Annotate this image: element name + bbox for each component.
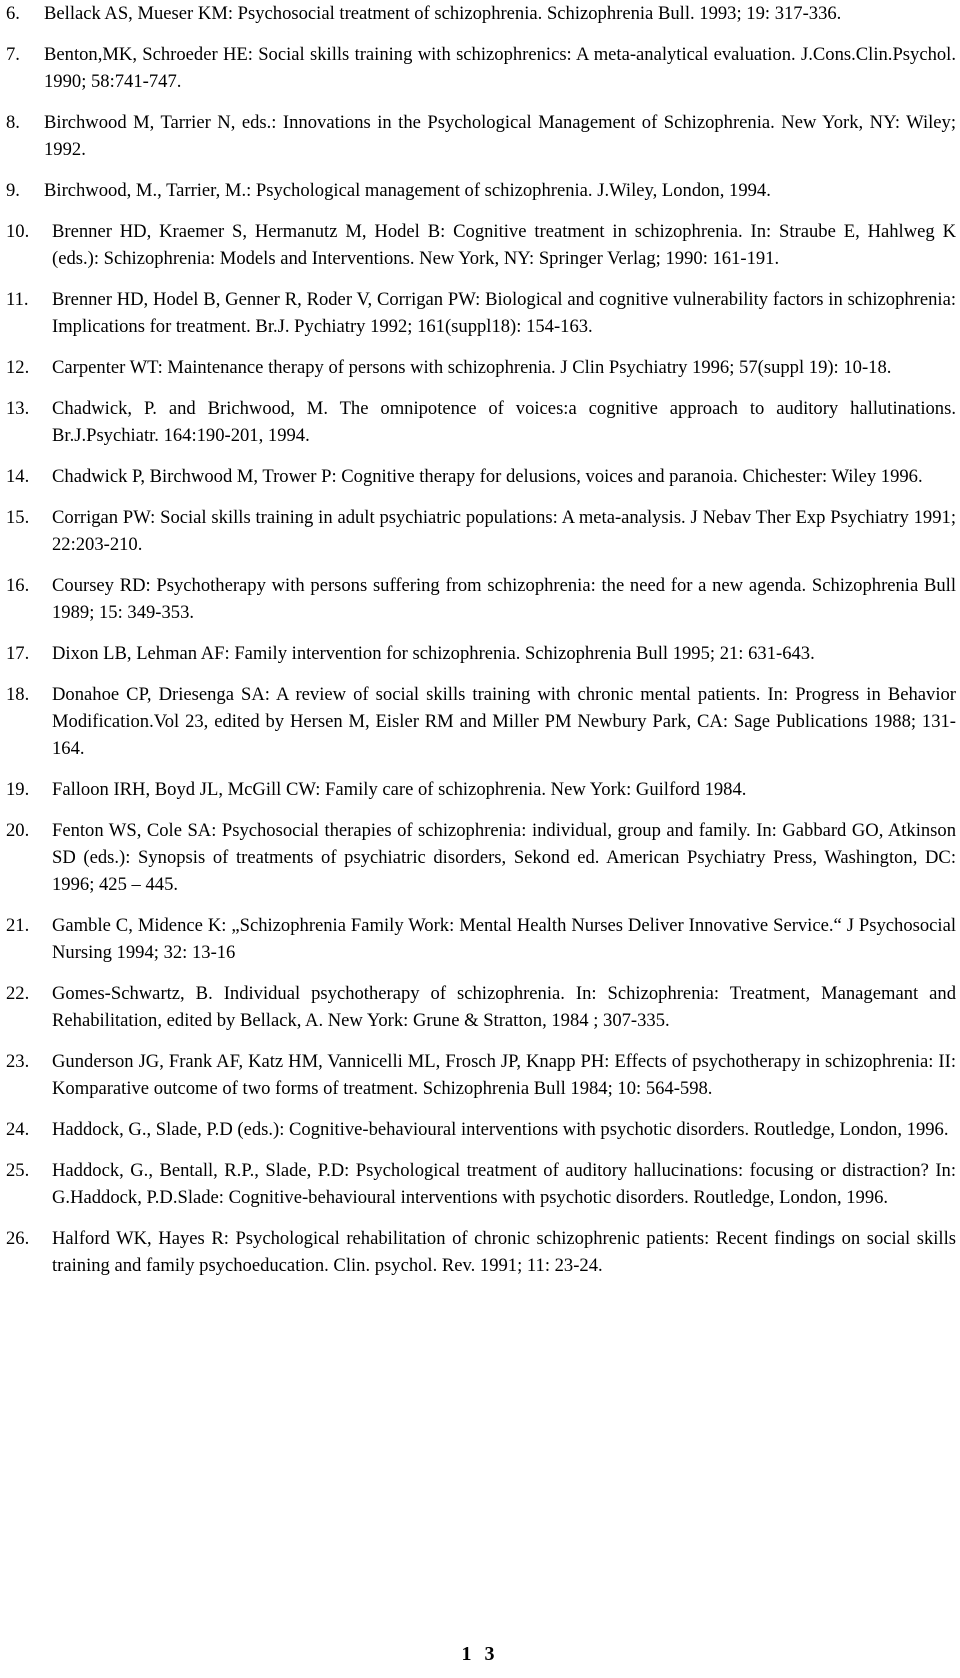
reference-text: Birchwood, M., Tarrier, M.: Psychological management of schizophrenia. J.Wiley, London, 1994. (44, 180, 771, 201)
reference-number: 7. (6, 44, 20, 65)
reference-text: Corrigan PW: Social skills training in adult psychiatric populations: A meta-analysis. J Nebav Ther Exp Psychiatry 1991; 22:203-210. (52, 507, 956, 555)
reference-number: 26. (6, 1228, 30, 1249)
reference-text: Gamble C, Midence K: „Schizophrenia Family Work: Mental Health Nurses Deliver Innovative Service.“ J Psychosocial Nursing 1994; 32: 13-16 (52, 915, 956, 963)
reference-item (6, 0, 956, 27)
reference-text: Brenner HD, Kraemer S, Hermanutz M, Hodel B: Cognitive treatment in schizophrenia. In: Straube E, Hahlweg K (eds.): Schizophrenia: Models and Interventions. New York, NY: Springer Verlag; 1990: 161-191. (52, 221, 956, 269)
reference-text: Falloon IRH, Boyd JL, McGill CW: Family care of schizophrenia. New York: Guilford 1984. (52, 779, 747, 800)
reference-number: 15. (6, 507, 30, 528)
reference-item (6, 395, 956, 449)
reference-item (6, 1225, 956, 1279)
reference-item (6, 640, 956, 667)
reference-text: Donahoe CP, Driesenga SA: A review of social skills training with chronic mental patients. In: Progress in Behavior Modification.Vol 23, edited by Hersen M, Eisler RM and Miller PM Newbury Park, CA: Sage Publications 1988; 131-164. (52, 684, 956, 759)
reference-number: 24. (6, 1119, 30, 1140)
reference-item (6, 912, 956, 966)
reference-text: Brenner HD, Hodel B, Genner R, Roder V, Corrigan PW: Biological and cognitive vulnerability factors in schizophrenia: Implications for treatment. Br.J. Pychiatry 1992; 161(suppl18): 154-163. (52, 289, 956, 337)
reference-number: 19. (6, 779, 30, 800)
reference-number: 17. (6, 643, 30, 664)
reference-number: 9. (6, 180, 20, 201)
reference-text: Chadwick, P. and Brichwood, M. The omnipotence of voices:a cognitive approach to auditory hallutinations. Br.J.Psychiatr. 164:190-201, 1994. (52, 398, 956, 446)
reference-item (6, 776, 956, 803)
reference-number: 6. (6, 3, 20, 24)
reference-item (6, 109, 956, 163)
reference-number: 21. (6, 915, 30, 936)
reference-number: 10. (6, 221, 30, 242)
reference-number: 8. (6, 112, 20, 133)
reference-number: 16. (6, 575, 30, 596)
reference-item (6, 681, 956, 762)
reference-number: 23. (6, 1051, 30, 1072)
reference-number: 14. (6, 466, 30, 487)
reference-text: Gunderson JG, Frank AF, Katz HM, Vannicelli ML, Frosch JP, Knapp PH: Effects of psychotherapy in schizophrenia: II: Komparative outcome of two forms of treatment. Schizophrenia Bull 1984; 10: 564-598. (52, 1051, 956, 1099)
reference-item (6, 218, 956, 272)
reference-number: 20. (6, 820, 30, 841)
reference-number: 13. (6, 398, 30, 419)
reference-text: Halford WK, Hayes R: Psychological rehabilitation of chronic schizophrenic patients: Recent findings on social skills training and family psychoeducation. Clin. psychol. Rev. 1991; 11: 23-24. (52, 1228, 956, 1276)
reference-text: Benton,MK, Schroeder HE: Social skills training with schizophrenics: A meta-analytical evaluation. J.Cons.Clin.Psychol. 1990; 58:741-747. (44, 44, 956, 92)
reference-text: Bellack AS, Mueser KM: Psychosocial treatment of schizophrenia. Schizophrenia Bull. 1993; 19: 317-336. (44, 3, 842, 24)
reference-text: Coursey RD: Psychotherapy with persons suffering from schizophrenia: the need for a new agenda. Schizophrenia Bull 1989; 15: 349-353. (52, 575, 956, 623)
reference-item (6, 1157, 956, 1211)
reference-text: Birchwood M, Tarrier N, eds.: Innovations in the Psychological Management of Schizophrenia. New York, NY: Wiley; 1992. (44, 112, 956, 160)
reference-text: Dixon LB, Lehman AF: Family intervention for schizophrenia. Schizophrenia Bull 1995; 21: 631-643. (52, 643, 815, 664)
reference-text: Haddock, G., Bentall, R.P., Slade, P.D: Psychological treatment of auditory hallucinations: focusing or distraction? In: G.Haddock, P.D.Slade: Cognitive-behavioural interventions with psychotic disorders. Routledge, London, 1996. (52, 1160, 956, 1208)
page-number: 1 3 (461, 1643, 499, 1665)
reference-item (6, 1048, 956, 1102)
reference-item (6, 41, 956, 95)
reference-item (6, 980, 956, 1034)
reference-number: 18. (6, 684, 30, 705)
reference-number: 11. (6, 289, 29, 310)
reference-item (6, 504, 956, 558)
reference-text: Fenton WS, Cole SA: Psychosocial therapies of schizophrenia: individual, group and family. In: Gabbard GO, Atkinson SD (eds.): Synopsis of treatments of psychiatric disorders, Sekond ed. American Psychiatry Press, Washington, DC: 1996; 425 – 445. (52, 820, 956, 895)
reference-number: 22. (6, 983, 30, 1004)
reference-list (6, 0, 956, 1293)
reference-number: 12. (6, 357, 30, 378)
reference-item (6, 286, 956, 340)
reference-text: Carpenter WT: Maintenance therapy of persons with schizophrenia. J Clin Psychiatry 1996; 57(suppl 19): 10-18. (52, 357, 892, 378)
reference-item (6, 177, 956, 204)
reference-number: 25. (6, 1160, 30, 1181)
reference-item (6, 1116, 956, 1143)
reference-text: Haddock, G., Slade, P.D (eds.): Cognitive-behavioural interventions with psychotic disorders. Routledge, London, 1996. (52, 1119, 949, 1140)
reference-item (6, 354, 956, 381)
reference-item (6, 463, 956, 490)
reference-text: Gomes-Schwartz, B. Individual psychotherapy of schizophrenia. In: Schizophrenia: Treatment, Managemant and Rehabilitation, edited by Bellack, A. New York: Grune & Stratton, 1984 ; 307-335. (52, 983, 956, 1031)
reference-text: Chadwick P, Birchwood M, Trower P: Cognitive therapy for delusions, voices and paranoia. Chichester: Wiley 1996. (52, 466, 923, 487)
reference-item (6, 817, 956, 898)
reference-item (6, 572, 956, 626)
